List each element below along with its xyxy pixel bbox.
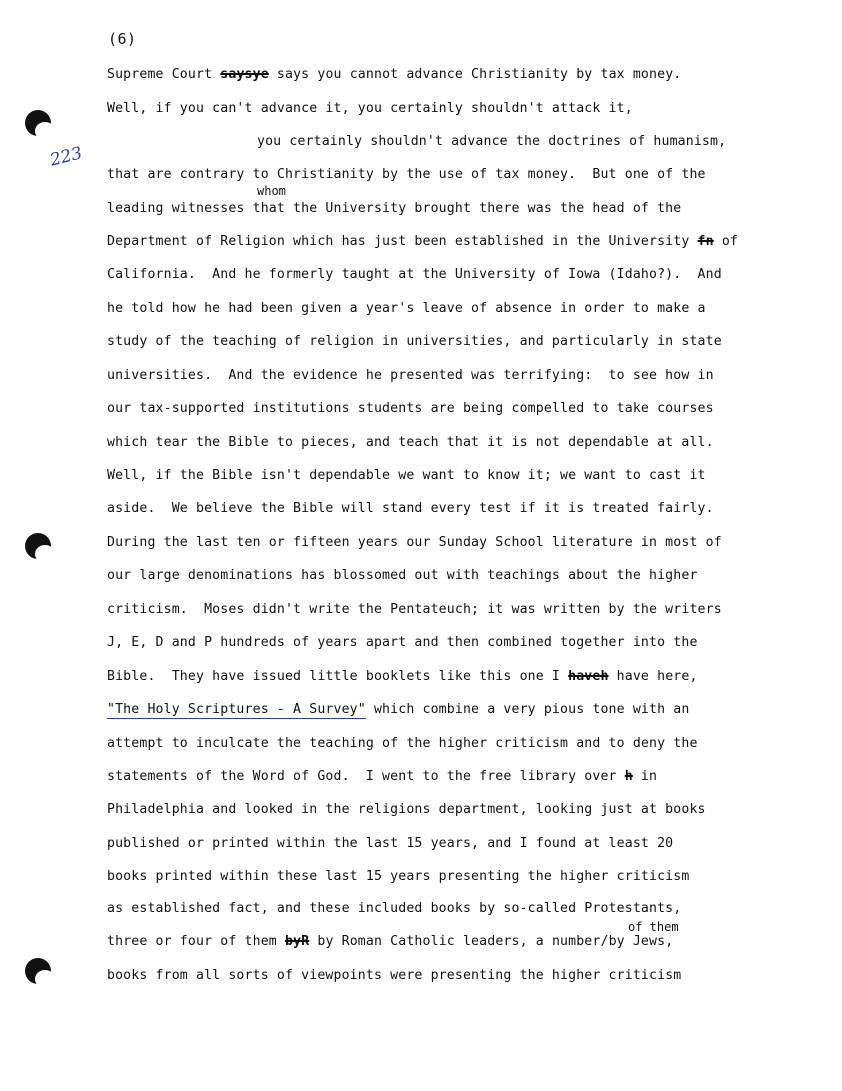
booklet-title: "The Holy Scriptures - A Survey" [107,702,366,717]
struck-text: fn [697,234,714,249]
text-line-21: attempt to inculcate the teaching of the higher criticism and to deny the [107,736,698,751]
text-line-12: which tear the Bible to pieces, and teach that it is not dependable at all. [107,435,714,450]
text-line-24: published or printed within the last 15 years, and I found at least 20 [107,836,674,851]
page-number: (6) [108,30,137,48]
text-line-15: During the last ten or fifteen years our Sunday School literature in most of [107,535,722,550]
text-line-18: J, E, D and P hundreds of years apart and then combined together into the [107,635,698,650]
punch-hole-top [25,110,51,136]
text-line-11: our tax-supported institutions students are being compelled to take courses [107,401,714,416]
text-line-7: California. And he formerly taught at the University of Iowa (Idaho?). And [107,267,722,282]
text-line-3: you certainly shouldn't advance the doctrines of humanism, [257,134,727,149]
text-line-20: "The Holy Scriptures - A Survey" which combine a very pious tone with an [107,702,690,717]
text-line-8: he told how he had been given a year's leave of absence in order to make a [107,301,706,316]
interlinear-of-them: of them [628,920,679,934]
text-line-2: Well, if you can't advance it, you certainly shouldn't attack it, [107,101,633,116]
struck-text: saysye [220,67,269,82]
text-line-22: statements of the Word of God. I went to the free library over h in [107,769,658,784]
text-line-17: criticism. Moses didn't write the Pentateuch; it was written by the writers [107,602,722,617]
text-line-13: Well, if the Bible isn't dependable we want to know it; we want to cast it [107,468,706,483]
interlinear-whom: whom [257,184,286,198]
text-line-27: three or four of them byR by Roman Catholic leaders, a number/by Jews, [107,934,674,949]
text-line-28: books from all sorts of viewpoints were presenting the higher criticism [107,968,682,983]
text-line-25: books printed within these last 15 years presenting the higher criticism [107,869,690,884]
struck-text: haveh [568,669,609,684]
struck-text: h [624,769,633,784]
text-line-9: study of the teaching of religion in universities, and particularly in state [107,334,722,349]
punch-hole-middle [25,533,51,559]
handwritten-note: 223 [48,143,85,171]
text-line-6: Department of Religion which has just been established in the University fn of [107,234,739,249]
text-line-23: Philadelphia and looked in the religions department, looking just at books [107,802,706,817]
text-line-26: as established fact, and these included books by so-called Protestants, [107,901,682,916]
text-line-19: Bible. They have issued little booklets like this one I haveh have here, [107,669,698,684]
text-line-5: leading witnesses that the University brought there was the head of the [107,201,682,216]
text-line-1: Supreme Court saysye says you cannot advance Christianity by tax money. [107,67,682,82]
text-line-10: universities. And the evidence he presented was terrifying: to see how in [107,368,714,383]
punch-hole-bottom [25,958,51,984]
text-line-14: aside. We believe the Bible will stand every test if it is treated fairly. [107,501,714,516]
struck-text: byR [284,934,310,949]
text-line-4: that are contrary to Christianity by the use of tax money. But one of the [107,167,706,182]
text-line-16: our large denominations has blossomed out with teachings about the higher [107,568,698,583]
